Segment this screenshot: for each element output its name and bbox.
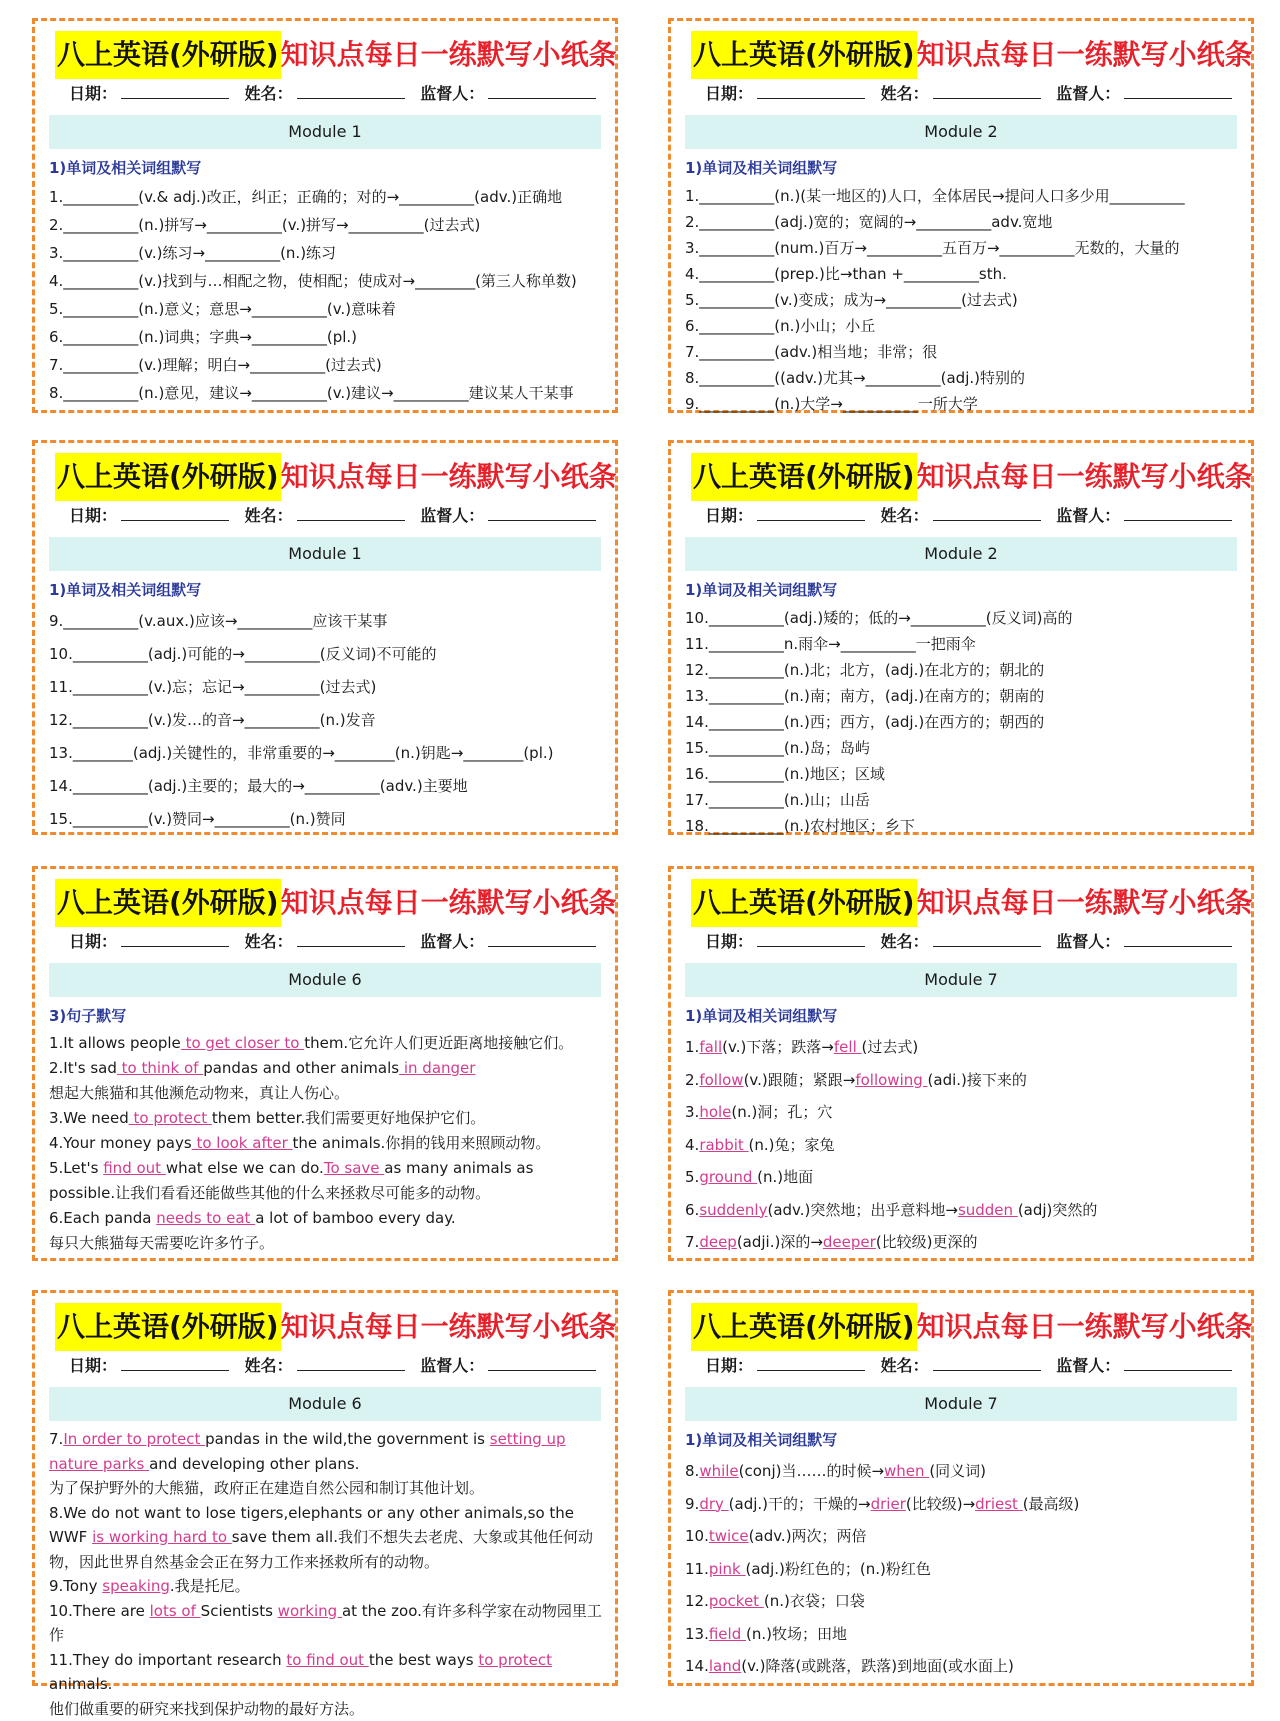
header-fields [705, 503, 1242, 526]
date-field[interactable] [757, 506, 865, 521]
num: 7. [685, 1233, 699, 1251]
list-item: 3.__________(num.)百万→__________五百万→__________无数的，大量的 [685, 235, 1239, 261]
text: 为了保护野外的大熊猫，政府正在建造自然公园和制订其他计划。 [49, 1479, 484, 1497]
card-title [691, 879, 1253, 927]
date-field[interactable] [757, 932, 865, 947]
supervisor-field[interactable] [488, 1356, 596, 1371]
text: (比较级)更深的 [876, 1233, 978, 1251]
title-highlight: 八上英语(外研版) [691, 879, 917, 927]
module-bar: Module 1 [49, 537, 601, 571]
card-module1-b [32, 440, 618, 835]
name-label: 姓名： [881, 503, 929, 526]
sentence [49, 1056, 603, 1106]
supervisor-field[interactable] [488, 506, 596, 521]
text: a lot of bamboo every day. [255, 1209, 456, 1227]
module-bar: Module 6 [49, 1387, 601, 1421]
num: 4. [685, 1136, 699, 1154]
answer: to protect [478, 1651, 552, 1669]
text: (adi.)接下来的 [928, 1071, 1027, 1089]
card-module2-b [668, 440, 1254, 835]
list-item: 14.__________(adj.)主要的；最大的→__________(adv.)主要地 [49, 770, 603, 803]
text: the animals.你捐的钱用来照顾动物。 [293, 1134, 551, 1152]
name-label: 姓名： [881, 929, 929, 952]
list-item [685, 1455, 1239, 1488]
text: pandas in the wild,the government is [205, 1430, 490, 1448]
text: as many animals as possible.让我们看看还能做些其他的什么来拯救尽可能多的动物。 [49, 1159, 533, 1202]
supervisor-field[interactable] [1124, 84, 1232, 99]
answer: to protect [129, 1109, 212, 1127]
item-list [49, 183, 603, 407]
card-title [691, 453, 1253, 501]
title-rest: 知识点每日一练默写小纸条 [917, 38, 1253, 71]
name-field[interactable] [933, 932, 1041, 947]
title-highlight: 八上英语(外研版) [691, 453, 917, 501]
list-item: 6.__________(n.)小山；小丘 [685, 313, 1239, 339]
title-highlight: 八上英语(外研版) [55, 31, 281, 79]
num: 5. [685, 1168, 699, 1186]
list-item: 9.__________(v.aux.)应该→__________应该干某事 [49, 605, 603, 638]
sentence [49, 1156, 603, 1206]
text: .我是托尼。 [170, 1577, 250, 1595]
card-module2-a [668, 18, 1254, 413]
title-highlight: 八上英语(外研版) [55, 453, 281, 501]
text: 3.We need [49, 1109, 129, 1127]
title-rest: 知识点每日一练默写小纸条 [917, 886, 1253, 919]
sentence [49, 1106, 603, 1131]
text: 11.They do important research [49, 1651, 286, 1669]
list-item: 15.__________(n.)岛；岛屿 [685, 735, 1239, 761]
supervisor-label: 监督人： [420, 929, 484, 952]
list-item [685, 1585, 1239, 1618]
card-title [55, 1303, 617, 1351]
list-item: 5.__________(v.)变成；成为→__________(过去式) [685, 287, 1239, 313]
section-heading: 1)单词及相关词组默写 [685, 579, 837, 600]
sentence [49, 1648, 603, 1721]
header-fields [705, 1353, 1242, 1376]
card-module7-a [668, 866, 1254, 1261]
section-heading: 1)单词及相关词组默写 [49, 579, 201, 600]
text: (n.)衣袋；口袋 [764, 1592, 865, 1610]
date-label: 日期： [69, 503, 117, 526]
text: the best ways [369, 1651, 479, 1669]
text: 他们做重要的研究来找到保护动物的最好方法。 [49, 1700, 364, 1718]
item-list [685, 183, 1239, 417]
list-item: 2.__________(adj.)宽的；宽阔的→__________adv.宽地 [685, 209, 1239, 235]
answer: deeper [823, 1233, 876, 1251]
section-heading: 1)单词及相关词组默写 [685, 1005, 837, 1026]
answer: driest [975, 1495, 1023, 1513]
text: 5.Let's [49, 1159, 103, 1177]
list-item: 7.__________(v.)理解；明白→__________(过去式) [49, 351, 603, 379]
answer: following [855, 1071, 927, 1089]
list-item: 4.__________(prep.)比→than +__________sth. [685, 261, 1239, 287]
name-field[interactable] [297, 506, 405, 521]
title-highlight: 八上英语(外研版) [55, 1303, 281, 1351]
list-item [685, 1488, 1239, 1521]
supervisor-label: 监督人： [1056, 503, 1120, 526]
sentence [49, 1427, 603, 1501]
supervisor-field[interactable] [1124, 1356, 1232, 1371]
date-field[interactable] [121, 1356, 229, 1371]
card-module1-a [32, 18, 618, 413]
date-field[interactable] [121, 506, 229, 521]
item-list [685, 605, 1239, 839]
list-item: 10.__________(adj.)矮的；低的→__________(反义词)高的 [685, 605, 1239, 631]
title-rest: 知识点每日一练默写小纸条 [281, 1310, 617, 1343]
text: (过去式) [862, 1038, 919, 1056]
num: 13. [685, 1625, 709, 1643]
sentence-list [49, 1031, 603, 1256]
text: (v.)下落；跌落→ [722, 1038, 834, 1056]
name-label: 姓名： [881, 81, 929, 104]
sentence-list [49, 1427, 603, 1721]
date-label: 日期： [69, 929, 117, 952]
text: 6.Each panda [49, 1209, 156, 1227]
text: at the zoo.有许多科学家在动物园里工作 [49, 1602, 602, 1645]
sentence [49, 1131, 603, 1156]
date-label: 日期： [705, 929, 753, 952]
answer: follow [699, 1071, 743, 1089]
answer: needs to eat [156, 1209, 255, 1227]
module-bar: Module 7 [685, 1387, 1237, 1421]
text: (n.)地面 [757, 1168, 813, 1186]
header-fields [69, 929, 606, 952]
header-fields [705, 81, 1242, 104]
text: 10.There are [49, 1602, 150, 1620]
list-item: 4.__________(v.)找到与…相配之物，使相配；使成对→________(第三人称单数) [49, 267, 603, 295]
module-bar: Module 2 [685, 537, 1237, 571]
text: (adj.)干的；干燥的→ [729, 1495, 871, 1513]
list-item: 7.__________(adv.)相当地；非常；很 [685, 339, 1239, 365]
name-field[interactable] [297, 932, 405, 947]
num: 6. [685, 1201, 699, 1219]
name-label: 姓名： [245, 503, 293, 526]
text: 9.Tony [49, 1577, 102, 1595]
text: (adj.)粉红色的；(n.)粉红色 [746, 1560, 931, 1578]
answer: is working hard to [92, 1528, 232, 1546]
module-bar: Module 2 [685, 115, 1237, 149]
module-bar: Module 6 [49, 963, 601, 997]
section-heading: 1)单词及相关词组默写 [685, 157, 837, 178]
text: save them all.我们不想失去老虎、大象或其他任何动物，因此世界自然基金会正在努力工作来拯救所有的动物。 [49, 1528, 593, 1571]
supervisor-field[interactable] [488, 932, 596, 947]
list-item: 5.__________(n.)意义；意思→__________(v.)意味着 [49, 295, 603, 323]
supervisor-label: 监督人： [420, 503, 484, 526]
answer: fell [834, 1038, 862, 1056]
date-label: 日期： [705, 503, 753, 526]
sentence [49, 1206, 603, 1256]
text: 每只大熊猫每天需要吃许多竹子。 [49, 1234, 274, 1252]
answer: setting up nature parks [49, 1430, 566, 1473]
text: (conj)当……的时候→ [739, 1462, 884, 1480]
supervisor-label: 监督人： [1056, 1353, 1120, 1376]
name-field[interactable] [297, 84, 405, 99]
text: Scientists [201, 1602, 278, 1620]
supervisor-label: 监督人： [420, 81, 484, 104]
answer: to find out [286, 1651, 368, 1669]
text: (adv.)两次；两倍 [749, 1527, 867, 1545]
list-item: 12.__________(v.)发…的音→__________(n.)发音 [49, 704, 603, 737]
list-item: 14.__________(n.)西；西方，(adj.)在西方的；朝西的 [685, 709, 1239, 735]
name-field[interactable] [933, 84, 1041, 99]
num: 9. [685, 1495, 699, 1513]
text: (n.)牧场；田地 [746, 1625, 847, 1643]
answer: In order to protect [63, 1430, 205, 1448]
section-heading: 1)单词及相关词组默写 [49, 157, 201, 178]
date-field[interactable] [121, 932, 229, 947]
answer: while [699, 1462, 738, 1480]
answer: fall [699, 1038, 722, 1056]
title-highlight: 八上英语(外研版) [55, 879, 281, 927]
text: (n.)洞；孔；穴 [731, 1103, 832, 1121]
answer: lots of [150, 1602, 201, 1620]
text: animals. [49, 1675, 112, 1693]
text: (v.)降落(或跳落，跌落)到地面(或水面上) [741, 1657, 1014, 1675]
text: (v.)跟随；紧跟→ [744, 1071, 856, 1089]
num: 12. [685, 1592, 709, 1610]
header-fields [705, 929, 1242, 952]
list-item [685, 1553, 1239, 1586]
card-module6-b [32, 1290, 618, 1686]
sentence [49, 1501, 603, 1575]
answer: in danger [399, 1059, 475, 1077]
list-item: 6.__________(n.)词典；字典→__________(pl.) [49, 323, 603, 351]
list-item [685, 1096, 1239, 1129]
title-rest: 知识点每日一练默写小纸条 [917, 1310, 1253, 1343]
list-item: 18.__________(n.)农村地区；乡下 [685, 813, 1239, 839]
title-highlight: 八上英语(外研版) [691, 31, 917, 79]
card-title [55, 453, 617, 501]
list-item [685, 1031, 1239, 1064]
text: 7. [49, 1430, 63, 1448]
date-field[interactable] [121, 84, 229, 99]
answer: twice [709, 1527, 749, 1545]
text: them better.我们需要更好地保护它们。 [212, 1109, 485, 1127]
list-item [685, 1618, 1239, 1651]
text: 1.It allows people [49, 1034, 181, 1052]
list-item: 10.__________(adj.)可能的→__________(反义词)不可能的 [49, 638, 603, 671]
num: 2. [685, 1071, 699, 1089]
title-highlight: 八上英语(外研版) [691, 1303, 917, 1351]
answer: dry [699, 1495, 728, 1513]
title-rest: 知识点每日一练默写小纸条 [917, 460, 1253, 493]
num: 1. [685, 1038, 699, 1056]
answer: pocket [709, 1592, 764, 1610]
sentence [49, 1574, 603, 1599]
name-field[interactable] [297, 1356, 405, 1371]
supervisor-label: 监督人： [1056, 81, 1120, 104]
answer: to think of [117, 1059, 203, 1077]
name-label: 姓名： [245, 929, 293, 952]
list-item: 11.__________n.雨伞→__________一把雨伞 [685, 631, 1239, 657]
list-item: 8.__________(n.)意见，建议→__________(v.)建议→__________建议某人干某事 [49, 379, 603, 407]
module-bar: Module 1 [49, 115, 601, 149]
num: 10. [685, 1527, 709, 1545]
supervisor-label: 监督人： [420, 1353, 484, 1376]
text: (同义词) [929, 1462, 986, 1480]
answer: ground [699, 1168, 757, 1186]
list-item: 11.__________(v.)忘；忘记→__________(过去式) [49, 671, 603, 704]
name-label: 姓名： [245, 1353, 293, 1376]
answer: rabbit [699, 1136, 748, 1154]
answer: find out [103, 1159, 166, 1177]
num: 3. [685, 1103, 699, 1121]
answer: to look after [192, 1134, 293, 1152]
list-item: 17.__________(n.)山；山岳 [685, 787, 1239, 813]
name-field[interactable] [933, 1356, 1041, 1371]
name-label: 姓名： [245, 81, 293, 104]
text: pandas and other animals [203, 1059, 399, 1077]
answer: to get closer to [181, 1034, 304, 1052]
card-title [55, 31, 617, 79]
supervisor-field[interactable] [1124, 506, 1232, 521]
answer: land [709, 1657, 741, 1675]
list-item: 8.__________((adv.)尤其→__________(adj.)特别的 [685, 365, 1239, 391]
section-heading: 1)单词及相关词组默写 [685, 1429, 837, 1450]
num: 11. [685, 1560, 709, 1578]
sentence [49, 1599, 603, 1648]
title-rest: 知识点每日一练默写小纸条 [281, 886, 617, 919]
date-label: 日期： [69, 81, 117, 104]
answer: sudden [958, 1201, 1018, 1219]
answer: To save [324, 1159, 384, 1177]
list-item [685, 1226, 1239, 1259]
card-module7-b [668, 1290, 1254, 1686]
supervisor-field[interactable] [488, 84, 596, 99]
text: (adv.)突然地；出乎意料地→ [767, 1201, 957, 1219]
list-item: 15.__________(v.)赞同→__________(n.)赞同 [49, 803, 603, 836]
list-item: 12.__________(n.)北；北方，(adj.)在北方的；朝北的 [685, 657, 1239, 683]
card-title [691, 1303, 1253, 1351]
text: (adj)突然的 [1018, 1201, 1098, 1219]
list-item [685, 1129, 1239, 1162]
list-item: 1.__________(n.)(某一地区的)人口，全体居民→提问人口多少用__________ [685, 183, 1239, 209]
list-item [685, 1161, 1239, 1194]
supervisor-label: 监督人： [1056, 929, 1120, 952]
text: (最高级) [1023, 1495, 1080, 1513]
item-list [685, 1031, 1239, 1259]
list-item: 3.__________(v.)练习→__________(n.)练习 [49, 239, 603, 267]
list-item [685, 1650, 1239, 1683]
num: 8. [685, 1462, 699, 1480]
supervisor-field[interactable] [1124, 932, 1232, 947]
item-list [685, 1455, 1239, 1683]
date-field[interactable] [757, 84, 865, 99]
text: (n.)兔；家兔 [749, 1136, 835, 1154]
header-fields [69, 1353, 606, 1376]
answer: hole [699, 1103, 731, 1121]
list-item: 9.__________(n.)大学→__________一所大学 [685, 391, 1239, 417]
name-label: 姓名： [881, 1353, 929, 1376]
section-heading: 3)句子默写 [49, 1005, 126, 1026]
card-module6-a [32, 866, 618, 1261]
card-title [55, 879, 617, 927]
answer: when [884, 1462, 929, 1480]
item-list [49, 605, 603, 836]
header-fields [69, 503, 606, 526]
answer: pink [709, 1560, 746, 1578]
text: them.它允许人们更近距离地接触它们。 [304, 1034, 573, 1052]
module-bar: Module 7 [685, 963, 1237, 997]
name-field[interactable] [933, 506, 1041, 521]
title-rest: 知识点每日一练默写小纸条 [281, 460, 617, 493]
date-field[interactable] [757, 1356, 865, 1371]
list-item: 2.__________(n.)拼写→__________(v.)拼写→__________(过去式) [49, 211, 603, 239]
card-title [691, 31, 1253, 79]
text: 2.It's sad [49, 1059, 117, 1077]
list-item [685, 1064, 1239, 1097]
date-label: 日期： [69, 1353, 117, 1376]
list-item: 1.__________(v.& adj.)改正，纠正；正确的；对的→__________(adv.)正确地 [49, 183, 603, 211]
date-label: 日期： [705, 81, 753, 104]
answer: speaking [102, 1577, 170, 1595]
answer: suddenly [699, 1201, 767, 1219]
answer: field [709, 1625, 746, 1643]
text: and developing other plans. [149, 1455, 359, 1473]
sentence [49, 1031, 603, 1056]
answer: working [278, 1602, 342, 1620]
text: 想起大熊猫和其他濒危动物来，真让人伤心。 [49, 1084, 349, 1102]
answer: drier [871, 1495, 906, 1513]
text: (adji.)深的→ [737, 1233, 823, 1251]
list-item: 13.________(adj.)关键性的，非常重要的→________(n.)钥匙→________(pl.) [49, 737, 603, 770]
title-rest: 知识点每日一练默写小纸条 [281, 38, 617, 71]
answer: deep [699, 1233, 737, 1251]
text: 8.We do not want to lose tigers,elephants or any other animals,so the WWF [49, 1504, 574, 1547]
text: 4.Your money pays [49, 1134, 192, 1152]
header-fields [69, 81, 606, 104]
list-item [685, 1194, 1239, 1227]
list-item: 13.__________(n.)南；南方，(adj.)在南方的；朝南的 [685, 683, 1239, 709]
num: 14. [685, 1657, 709, 1675]
list-item: 16.__________(n.)地区；区域 [685, 761, 1239, 787]
text: what else we can do. [166, 1159, 324, 1177]
text: (比较级)→ [906, 1495, 975, 1513]
date-label: 日期： [705, 1353, 753, 1376]
list-item [685, 1520, 1239, 1553]
